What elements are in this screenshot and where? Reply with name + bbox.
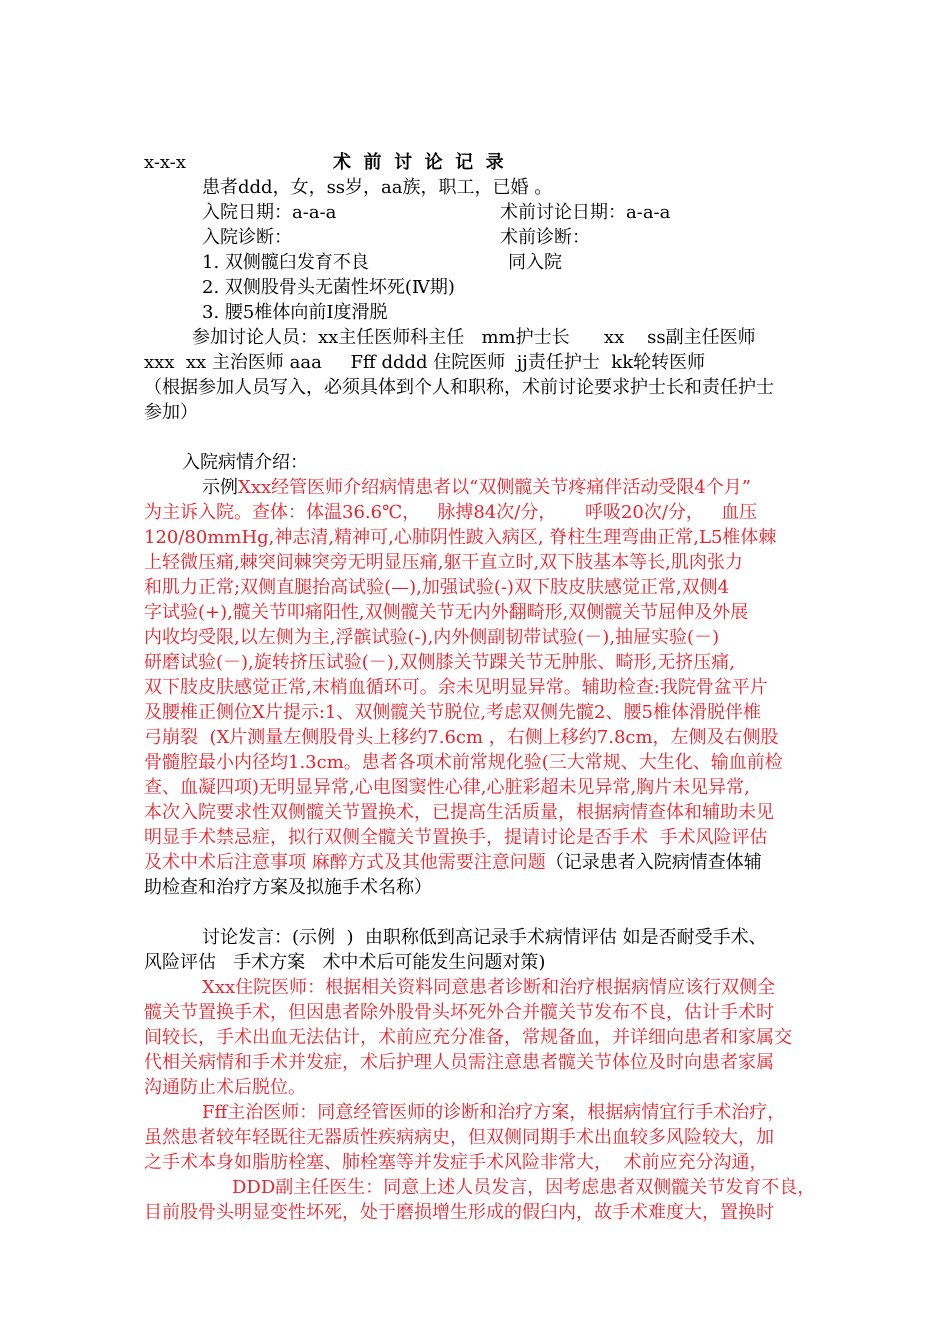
document-title: 术 前 讨 论 记 录 <box>333 152 504 173</box>
patient-summary: 患者ddd，女，ss岁，aa族，职工，已婚 。 <box>202 177 553 198</box>
history-line-5: 和肌力正常;双侧直腿抬高试验(—),加强试验(-)双下肢皮肤感觉正常,双侧4 <box>144 577 730 598</box>
associate-chief-statement-2: 目前股骨头明显变性坏死，处于磨损增生形成的假臼内，故手术难度大，置换时 <box>144 1202 774 1223</box>
history-line-10: 及腰椎正侧位X片提示:1、双侧髋关节脱位,考虑双侧先髋2、腰5椎体滑脱伴椎 <box>144 702 761 723</box>
participants-note-1: （根据参加人员写入，必须具体到个人和职称，术前讨论要求护士长和责任护士 <box>144 377 774 398</box>
resident-statement-2: 髋关节置换手术，但因患者除外股骨头坏死外合并髋关节发布不良，估计手术时 <box>144 1002 774 1023</box>
discussion-date: 术前讨论日期：a-a-a <box>500 202 671 223</box>
preop-diagnosis-same: 同入院 <box>508 252 562 273</box>
history-line-3: 120/80mmHg,神志清,精神可,心肺阴性跛入病区, 脊柱生理弯曲正常,L5椎体棘 <box>144 527 777 548</box>
discussion-intro-2: 风险评估 手术方案 术中术后可能发生问题对策) <box>144 952 546 973</box>
attending-statement-1: Fff主治医师：同意经管医师的诊断和治疗方案，根据病情宜行手术治疗， <box>202 1102 786 1123</box>
resident-statement-5: 沟通防止术后脱位。 <box>144 1077 306 1098</box>
history-line-1-text: Xxx经管医师介绍病情患者以“双侧髋关节疼痛伴活动受限4个月” <box>238 477 751 498</box>
attending-statement-3: 之手术本身如脂肪栓塞、肺栓塞等并发症手术风险非常大， 术前应充分沟通， <box>144 1152 768 1173</box>
history-line-14: 本次入院要求性双侧髋关节置换术，已提高生活质量，根据病情查体和辅助未见 <box>144 802 774 823</box>
history-line-8: 研磨试验(－),旋转挤压试验(－),双侧膝关节踝关节无肿胀、畸形,无挤压痛, <box>144 652 735 673</box>
attending-statement-2: 虽然患者较年轻既往无器质性疾病病史，但双侧同期手术出血较多风险较大，加 <box>144 1127 774 1148</box>
history-line-16-red: 及术中术后注意事项 麻醉方式及其他需要注意问题 <box>144 852 546 873</box>
history-line-6: 字试验(+),髋关节叩痛阳性,双侧髋关节无内外翻畸形,双侧髋关节屈伸及外展 <box>144 602 749 623</box>
resident-statement-3: 间较长，手术出血无法估计，术前应充分准备，常规备血，并详细向患者和家属交 <box>144 1027 792 1048</box>
history-line-15: 明显手术禁忌症，拟行双侧全髋关节置换手，提请讨论是否手术 手术风险评估 <box>144 827 768 848</box>
participants-note-2: 参加） <box>144 402 198 423</box>
history-line-7: 内收均受限,以左侧为主,浮髌试验(-),内外侧副韧带试验(－),抽屉实验(－) <box>144 627 720 648</box>
history-line-16-note: （记录患者入院病情查体辅 <box>545 852 762 873</box>
preop-diagnosis-label: 术前诊断： <box>500 227 590 248</box>
history-line-16 <box>144 850 762 875</box>
diagnosis-item-1: 1. 双侧髋臼发育不良 <box>202 252 369 273</box>
associate-chief-statement-1: DDD副主任医生：同意上述人员发言，因考虑患者双侧髋关节发育不良， <box>232 1177 816 1198</box>
history-heading: 入院病情介绍： <box>182 452 308 473</box>
history-line-2: 为主诉入院。查体：体温36.6℃， 脉搏84次/分， 呼吸20次/分， 血压 <box>144 502 758 523</box>
participants-line-2: xxx xx 主治医师 aaa Fff dddd 住院医师 jj责任护士 kk轮转医师 <box>144 352 706 373</box>
history-line-13: 查、血凝四项)无明显异常,心电图窦性心律,心脏彩超未见异常,胸片未见异常, <box>144 777 750 798</box>
history-line-1 <box>202 475 751 500</box>
history-line-11: 弓崩裂 (X片测量左侧股骨头上移约7.6cm ，右侧上移约7.8cm，左侧及右侧股 <box>144 727 779 748</box>
history-line-12: 骨髓腔最小内径均1.3cm。患者各项术前常规化验(三大常规、大生化、输血前检 <box>144 752 783 773</box>
diagnosis-item-3: 3. 腰5椎体向前Ⅰ度滑脱 <box>202 302 388 323</box>
history-line-4: 上轻微压痛,棘突间棘突旁无明显压痛,躯干直立时,双下肢基本等长,肌肉张力 <box>144 552 743 573</box>
resident-statement-4: 代相关病情和手术并发症，术后护理人员需注意患者髋关节体位及时向患者家属 <box>144 1052 774 1073</box>
participants-list-1: xx主任医师科主任 mm护士长 xx ss副主任医师 <box>318 327 756 348</box>
resident-statement-1: Xxx住院医师：根据相关资料同意患者诊断和治疗根据病情应该行双侧全 <box>202 977 776 998</box>
history-line-17: 助检查和治疗方案及拟施手术名称） <box>144 877 432 898</box>
participants-line-1 <box>192 325 756 350</box>
discussion-intro-1: 讨论发言：(示例 ) 由职称低到高记录手术病情评估 如是否耐受手术、 <box>202 927 767 948</box>
document-code: x-x-x <box>144 152 186 173</box>
participants-label: 参加讨论人员： <box>192 327 318 348</box>
admission-diagnosis-label: 入院诊断： <box>202 227 292 248</box>
history-line-9: 双下肢皮肤感觉正常,末梢血循环可。余未见明显异常。辅助检查:我院骨盆平片 <box>144 677 768 698</box>
admission-date: 入院日期：a-a-a <box>202 202 337 223</box>
diagnosis-item-2: 2. 双侧股骨头无菌性坏死(Ⅳ期) <box>202 277 455 298</box>
history-example-prefix: 示例 <box>202 477 238 498</box>
